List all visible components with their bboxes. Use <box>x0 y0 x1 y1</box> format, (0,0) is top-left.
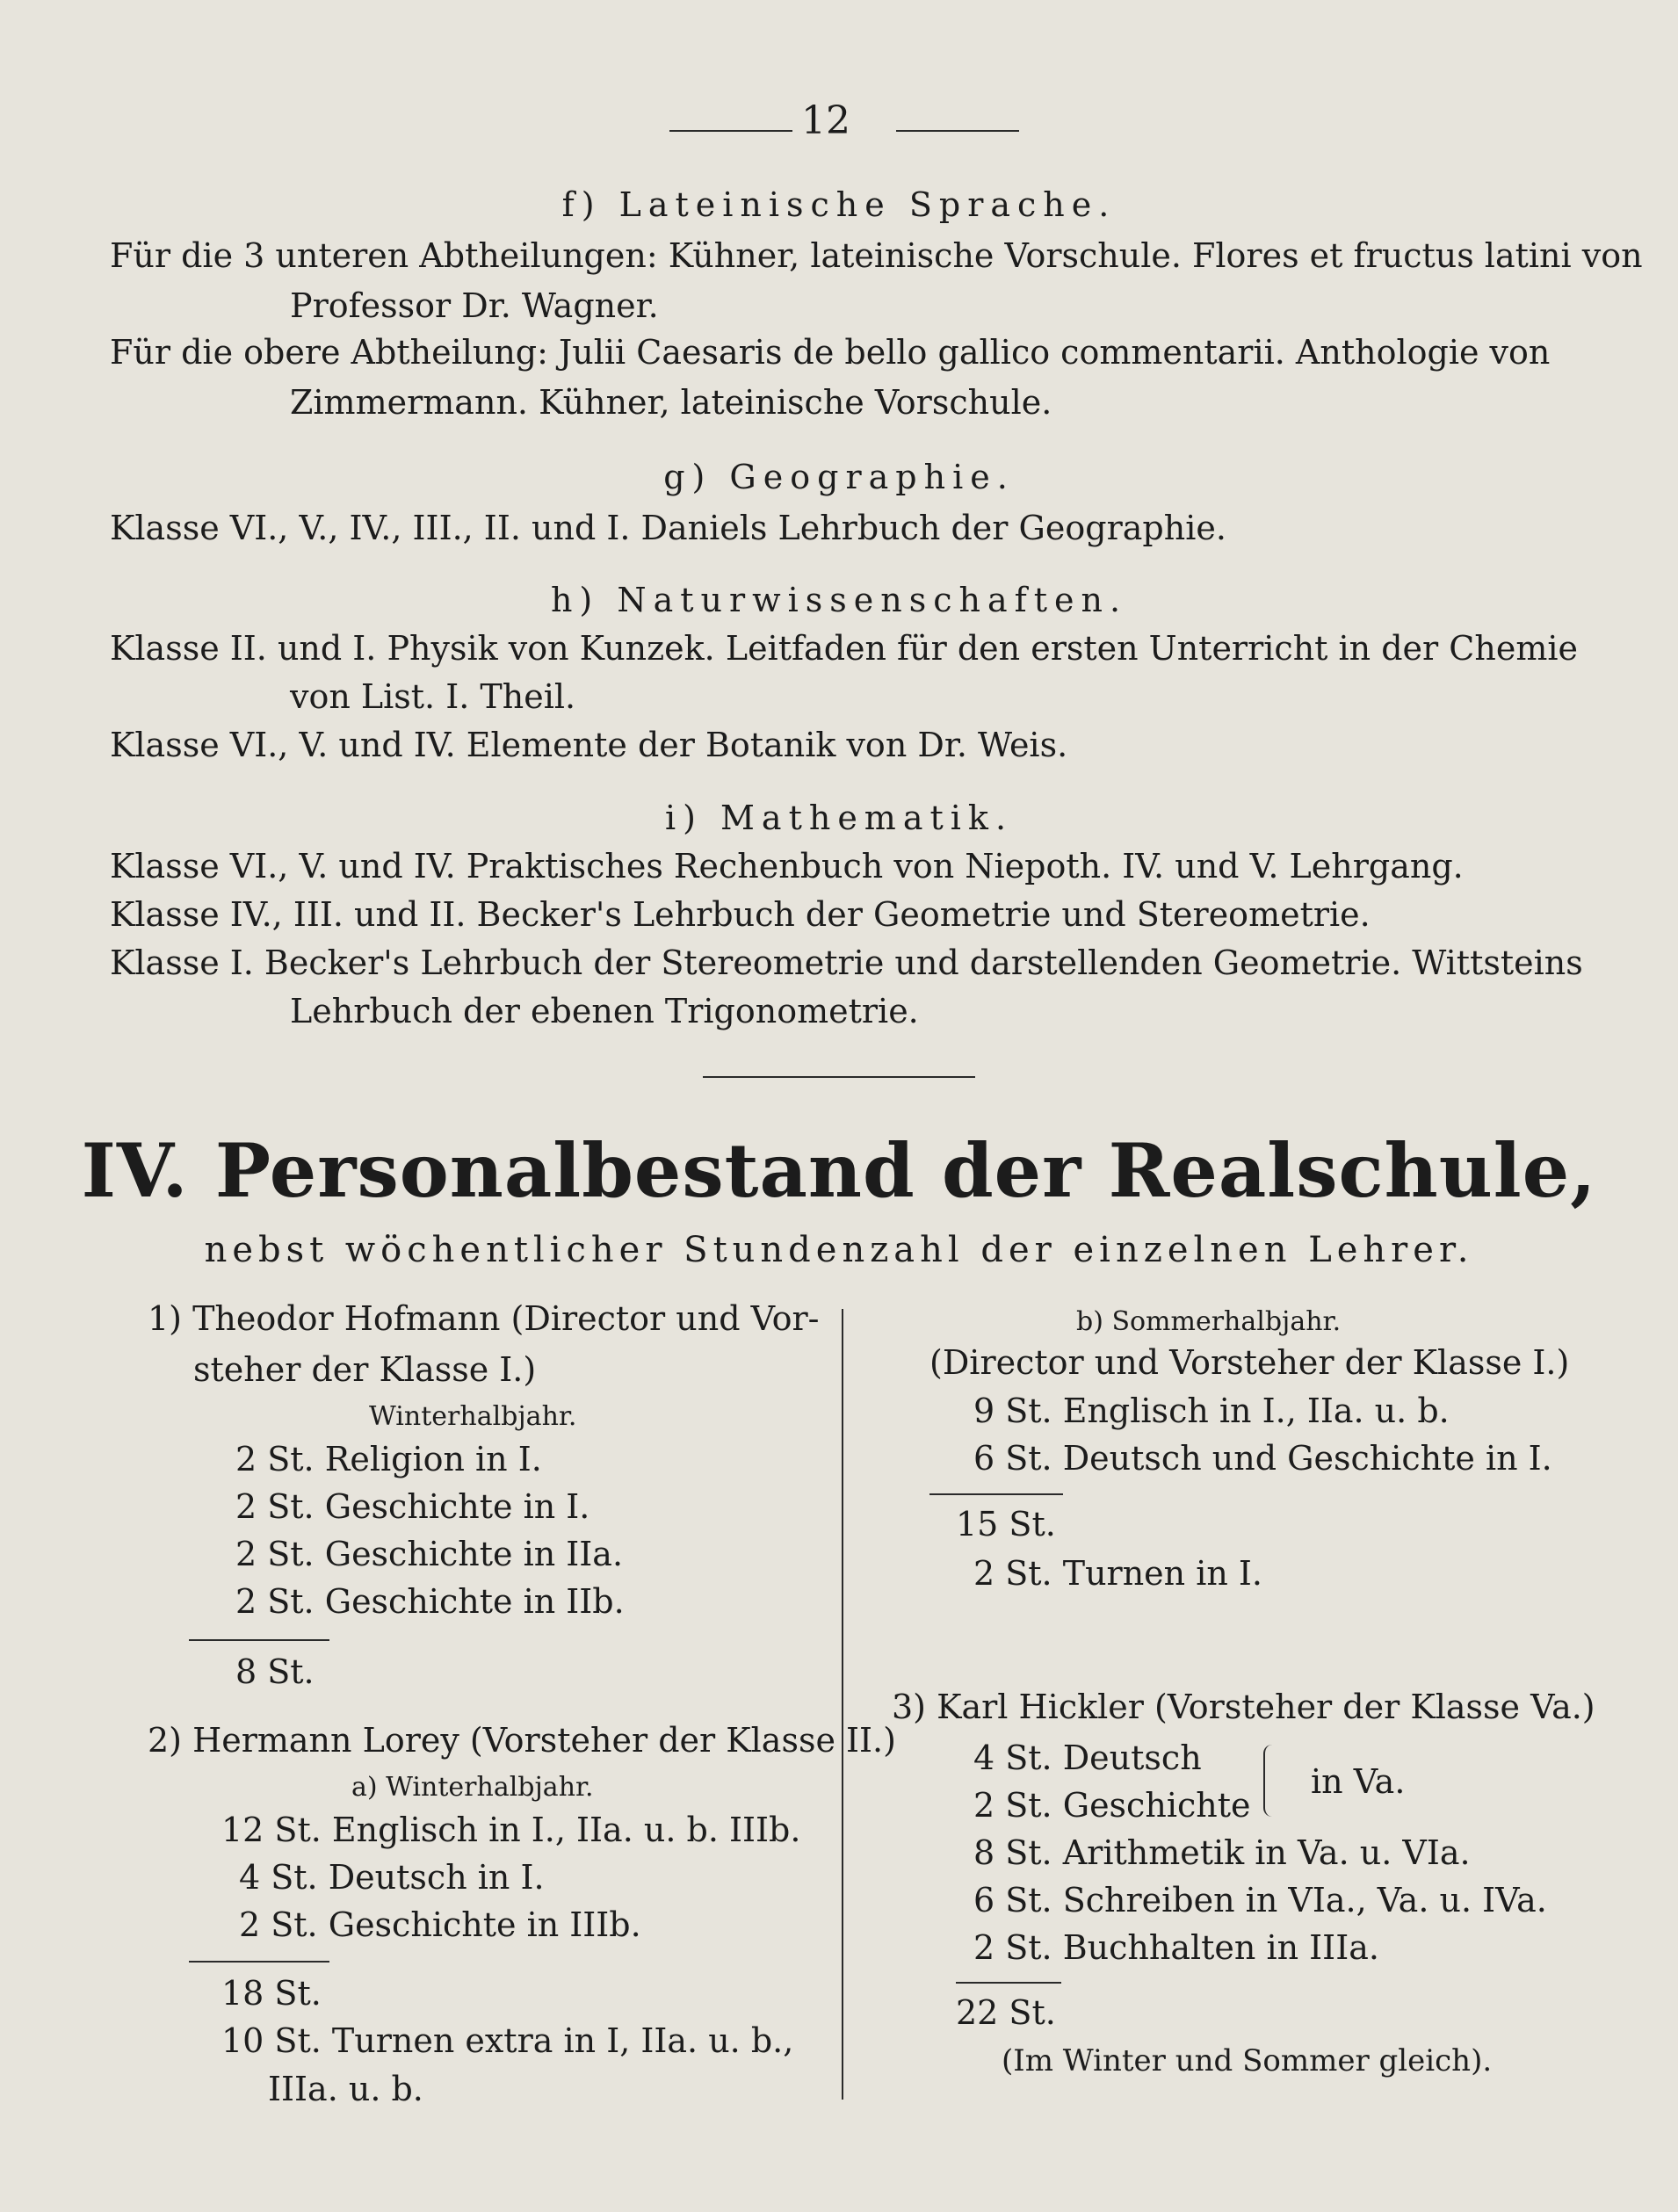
teacher-1-period: Winterhalbjahr. <box>369 1401 577 1432</box>
teacher-1-summer-role: (Director und Vorsteher der Klasse I.) <box>929 1343 1570 1382</box>
latin-line-2: Professor Dr. Wagner. <box>290 286 659 325</box>
natural-sciences-line-2: von List. I. Theil. <box>290 677 576 716</box>
latin-line-1: Für die 3 unteren Abtheilungen: Kühner, lateinische Vorschule. Flores et fructus latini von <box>110 236 1643 275</box>
teacher-1-sum-rule <box>189 1639 329 1641</box>
teacher-1-summer-row-1: 9 St. Englisch in I., IIa. u. b. <box>973 1392 1450 1430</box>
teacher-1-summer-period: b) Sommerhalbjahr. <box>1076 1306 1342 1337</box>
mathematics-heading: i) Mathematik. <box>664 799 1014 837</box>
teacher-3-note: (Im Winter und Sommer gleich). <box>1002 2043 1493 2078</box>
mathematics-line-4: Lehrbuch der ebenen Trigonometrie. <box>290 992 919 1030</box>
geography-heading: g) Geographie. <box>663 458 1015 496</box>
teacher-1-row-1: 2 St. Religion in I. <box>235 1440 542 1478</box>
teacher-1-summer-extra: 2 St. Turnen in I. <box>973 1554 1263 1593</box>
latin-line-4: Zimmermann. Kühner, lateinische Vorschule. <box>290 383 1052 422</box>
teacher-1-row-3: 2 St. Geschichte in IIa. <box>235 1535 624 1573</box>
teacher-1-summer-sum-rule <box>929 1493 1063 1495</box>
teacher-2-row-1: 12 St. Englisch in I., IIa. u. b. IIIb. <box>221 1811 801 1849</box>
latin-line-3: Für die obere Abtheilung: Julii Caesaris de bello gallico commentarii. Anthologie von <box>110 333 1551 372</box>
teacher-2-total: 18 St. <box>221 1974 322 2013</box>
mathematics-line-1: Klasse VI., V. und IV. Praktisches Rechenbuch von Niepoth. IV. und V. Lehrgang. <box>110 847 1464 886</box>
mathematics-line-2: Klasse IV., III. und II. Becker's Lehrbuch der Geometrie und Stereometrie. <box>110 895 1371 934</box>
section-divider <box>703 1076 975 1078</box>
teacher-1-summer-total: 15 St. <box>956 1505 1056 1543</box>
teacher-3-row-2: 2 St. Geschichte <box>973 1786 1251 1825</box>
latin-heading: f) Lateinische Sprache. <box>561 185 1117 224</box>
teacher-3-name: 3) Karl Hickler (Vorsteher der Klasse Va.) <box>892 1688 1595 1726</box>
teacher-1-summer-row-2: 6 St. Deutsch und Geschichte in I. <box>973 1439 1552 1478</box>
teacher-3-brace-note: in Va. <box>1311 1762 1406 1801</box>
teacher-2-name: 2) Hermann Lorey (Vorsteher der Klasse II.) <box>148 1721 896 1760</box>
teacher-2-period: a) Winterhalbjahr. <box>351 1772 594 1803</box>
teacher-3-row-5: 2 St. Buchhalten in IIIa. <box>973 1928 1379 1967</box>
page-number: 12 <box>801 98 850 143</box>
section-subtitle: nebst wöchentlicher Stundenzahl der einzelnen Lehrer. <box>204 1230 1474 1270</box>
natural-sciences-line-3: Klasse VI., V. und IV. Elemente der Botanik von Dr. Weis. <box>110 726 1068 764</box>
teacher-1-name: 1) Theodor Hofmann (Director und Vor- <box>148 1299 820 1338</box>
teacher-2-extra: 10 St. Turnen extra in I, IIa. u. b., <box>221 2021 794 2060</box>
teacher-3-row-3: 8 St. Arithmetik in Va. u. VIa. <box>973 1833 1471 1872</box>
page-number-rule-left <box>669 130 792 132</box>
teacher-2-sum-rule <box>189 1961 329 1963</box>
natural-sciences-heading: h) Naturwissenschaften. <box>550 581 1128 619</box>
section-title: IV. Personalbestand der Realschule, <box>81 1127 1597 1214</box>
natural-sciences-line-1: Klasse II. und I. Physik von Kunzek. Leitfaden für den ersten Unterricht in der Chemie <box>110 629 1578 668</box>
teacher-1-row-4: 2 St. Geschichte in IIb. <box>235 1582 625 1621</box>
teacher-1-total: 8 St. <box>235 1652 315 1691</box>
geography-line-1: Klasse VI., V., IV., III., II. und I. Daniels Lehrbuch der Geographie. <box>110 509 1226 547</box>
teacher-1-row-2: 2 St. Geschichte in I. <box>235 1487 590 1526</box>
teacher-1-name-cont: steher der Klasse I.) <box>193 1350 537 1389</box>
column-divider <box>842 1309 843 2100</box>
teacher-3-brace <box>1263 1745 1277 1817</box>
mathematics-line-3: Klasse I. Becker's Lehrbuch der Stereometrie und darstellenden Geometrie. Wittsteins <box>110 943 1583 982</box>
teacher-2-extra-cont: IIIa. u. b. <box>268 2070 423 2108</box>
page-number-rule-right <box>896 130 1019 132</box>
teacher-3-row-1: 4 St. Deutsch <box>973 1739 1202 1777</box>
teacher-3-sum-rule <box>956 1982 1061 1984</box>
teacher-2-row-3: 2 St. Geschichte in IIIb. <box>239 1905 641 1944</box>
teacher-2-row-2: 4 St. Deutsch in I. <box>239 1858 545 1897</box>
teacher-3-row-4: 6 St. Schreiben in VIa., Va. u. IVa. <box>973 1881 1547 1919</box>
teacher-3-total: 22 St. <box>956 1993 1056 2032</box>
